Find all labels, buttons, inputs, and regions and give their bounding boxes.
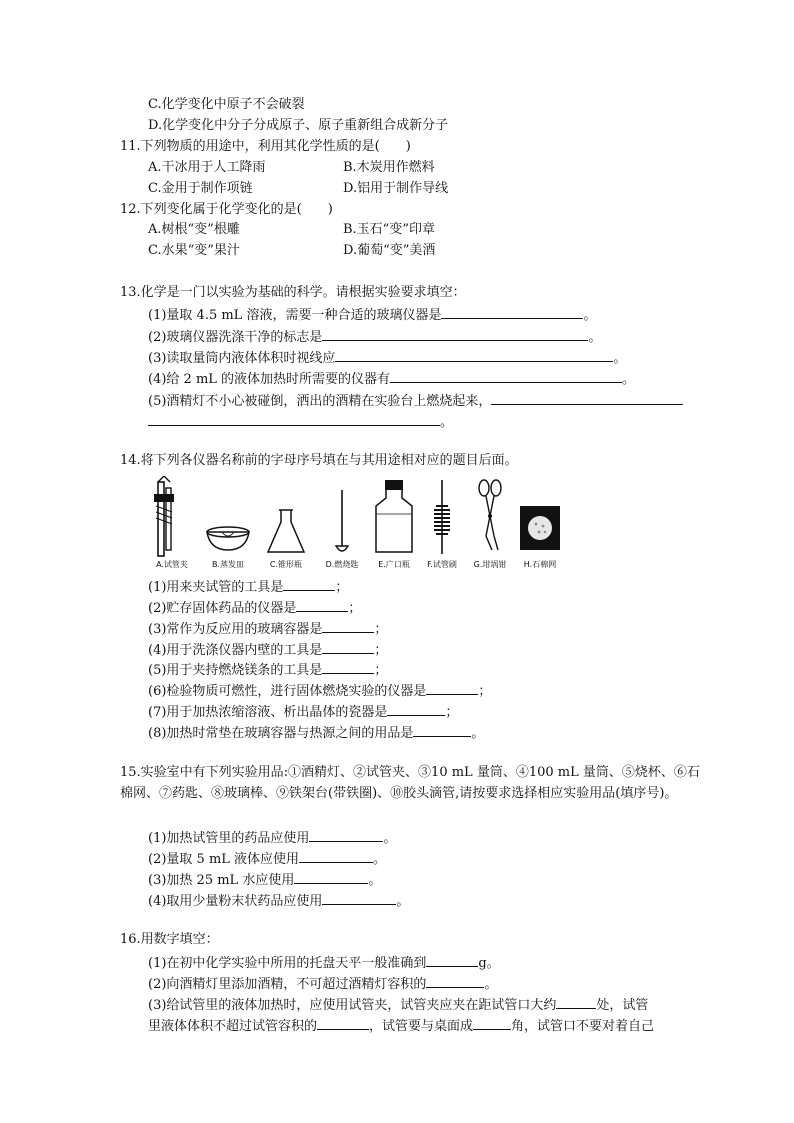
q16-item-1: (1)在初中化学实验中所用的托盘天平一般准确到 g。 — [148, 951, 500, 971]
q13-item-5-continued: 。 — [148, 410, 453, 430]
answer-blank[interactable] — [491, 389, 683, 405]
q14-item-4: (4)用于洗涤仪器内壁的工具是 ； — [148, 638, 387, 658]
answer-blank[interactable] — [390, 367, 622, 383]
deflagrating-spoon-icon — [316, 476, 368, 560]
q15-stem: 15.实验室中有下列实验用品:①酒精灯、②试管夹、③10 mL 量筒、④100 mL 量筒、⑤烧杯、⑥石棉网、⑦药匙、⑧玻璃棒、⑨铁架台(带铁圈)、⑩胶头滴管,请按要求选择相应实验用品(填序号)。 — [120, 765, 700, 801]
q12-option-b: B.玉石“变”印章 — [343, 222, 435, 237]
q12-option-d: D.葡萄“变”美酒 — [343, 243, 436, 258]
figure-deflagrating-spoon — [316, 476, 368, 572]
q14-item-3: (3)常作为反应用的玻璃容器是 ； — [148, 617, 387, 637]
answer-blank[interactable] — [426, 972, 484, 988]
caption-a: A.试管夹 — [156, 560, 188, 569]
q11-option-d: D.铝用于制作导线 — [343, 181, 449, 196]
caption-d: D.燃烧匙 — [325, 560, 359, 569]
q16-item-2: (2)向酒精灯里添加酒精，不可超过酒精灯容积的 。 — [148, 972, 497, 992]
q13-item-2: (2)玻璃仪器洗涤干净的标志是 。 — [148, 325, 601, 345]
answer-blank[interactable] — [322, 658, 374, 674]
q14-item-8: (8)加热时常垫在玻璃容器与热源之间的用品是 。 — [148, 721, 484, 741]
q14-stem: 14.将下列各仪器名称前的字母序号填在与其用途相对应的题目后面。 — [120, 453, 518, 468]
q16-stem: 16.用数字填空： — [120, 932, 219, 947]
q11-stem: 11.下列物质的用途中，利用其化学性质的是( ) — [120, 139, 411, 154]
q16-item-3: (3)给试管里的液体加热时，应使用试管夹，试管夹应夹在距试管口大约 处，试管 — [148, 993, 648, 1013]
answer-blank[interactable] — [322, 889, 396, 905]
caption-g: G.坩埚钳 — [473, 560, 507, 569]
q11-option-b: B.木炭用作燃料 — [343, 160, 435, 175]
q14-item-7: (7)用于加热浓缩溶液、析出晶体的瓷器是 ； — [148, 700, 458, 720]
figure-test-tube-brush — [416, 476, 468, 572]
conical-flask-icon — [260, 476, 312, 560]
answer-blank[interactable] — [426, 951, 478, 967]
caption-f: F.试管刷 — [427, 560, 457, 569]
answer-blank[interactable] — [556, 993, 596, 1009]
wide-mouth-bottle-icon — [368, 476, 420, 560]
q12-stem: 12.下列变化属于化学变化的是( ) — [120, 202, 333, 217]
q13-item-4: (4)给 2 mL 的液体加热时所需要的仪器有 。 — [148, 367, 635, 387]
instrument-figures — [146, 476, 566, 572]
answer-blank[interactable] — [322, 325, 588, 341]
answer-blank[interactable] — [299, 847, 373, 863]
q13-item-1: (1)量取 4.5 mL 溶液，需要一种合适的玻璃仪器是 。 — [148, 303, 596, 323]
answer-blank[interactable] — [296, 596, 348, 612]
q13-stem: 13.化学是一门以实验为基础的科学。请根据实验要求填空： — [120, 285, 466, 300]
answer-blank[interactable] — [322, 617, 374, 633]
caption-c: C.锥形瓶 — [269, 560, 303, 569]
q11-option-c: C.金用于制作项链 — [148, 181, 253, 196]
q10-option-c: C.化学变化中原子不会破裂 — [148, 97, 305, 112]
answer-blank[interactable] — [413, 721, 471, 737]
q15-item-2: (2)量取 5 mL 液体应使用 。 — [148, 847, 386, 867]
answer-blank[interactable] — [283, 575, 335, 591]
figure-evaporating-dish — [202, 476, 254, 572]
test-tube-brush-icon — [416, 476, 468, 560]
q14-item-1: (1)用来夹试管的工具是 ； — [148, 575, 348, 595]
crucible-tongs-icon — [464, 476, 516, 560]
q13-item-5: (5)酒精灯不小心被碰倒，洒出的酒精在实验台上燃烧起来， — [148, 389, 683, 409]
figure-test-tube-holder — [146, 476, 198, 572]
figure-asbestos-gauze — [514, 476, 566, 572]
q12-option-c: C.水果“变”果汁 — [148, 243, 240, 258]
q15-item-3: (3)加热 25 mL 水应使用 。 — [148, 868, 381, 888]
answer-blank[interactable] — [317, 1014, 369, 1030]
q14-item-2: (2)贮存固体药品的仪器是 ； — [148, 596, 361, 616]
q16-item-3-continued: 里液体体积不超过试管容积的 ，试管要与桌面成 角，试管口不要对着自己 — [148, 1014, 654, 1034]
caption-h: H.石棉网 — [523, 560, 557, 569]
figure-wide-mouth-bottle — [368, 476, 420, 572]
answer-blank[interactable] — [441, 303, 583, 319]
q13-item-3: (3)读取量筒内液体体积时视线应 。 — [148, 346, 626, 366]
answer-blank[interactable] — [387, 700, 445, 716]
figure-crucible-tongs — [464, 476, 516, 572]
q15-item-1: (1)加热试管里的药品应使用 。 — [148, 826, 396, 846]
caption-e: E.广口瓶 — [378, 560, 410, 569]
q10-option-d: D.化学变化中分子分成原子、原子重新组合成新分子 — [148, 118, 449, 133]
asbestos-gauze-icon — [514, 476, 566, 560]
answer-blank[interactable] — [309, 826, 383, 842]
test-tube-holder-icon — [146, 476, 198, 560]
answer-blank[interactable] — [148, 410, 440, 426]
caption-b: B.蒸发皿 — [211, 560, 245, 569]
answer-blank[interactable] — [426, 679, 478, 695]
answer-blank[interactable] — [322, 638, 374, 654]
q15-item-4: (4)取用少量粉末状药品应使用 。 — [148, 889, 409, 909]
q12-option-a: A.树根“变”根雕 — [148, 222, 240, 237]
answer-blank[interactable] — [335, 346, 613, 362]
answer-blank[interactable] — [294, 868, 368, 884]
q14-item-6: (6)检验物质可燃性，进行固体燃烧实验的仪器是 ； — [148, 679, 491, 699]
figure-conical-flask — [260, 476, 312, 572]
answer-blank[interactable] — [473, 1014, 511, 1030]
evaporating-dish-icon — [202, 476, 254, 560]
q11-option-a: A.干冰用于人工降雨 — [148, 160, 266, 175]
q14-item-5: (5)用于夹持燃烧镁条的工具是 ； — [148, 658, 387, 678]
